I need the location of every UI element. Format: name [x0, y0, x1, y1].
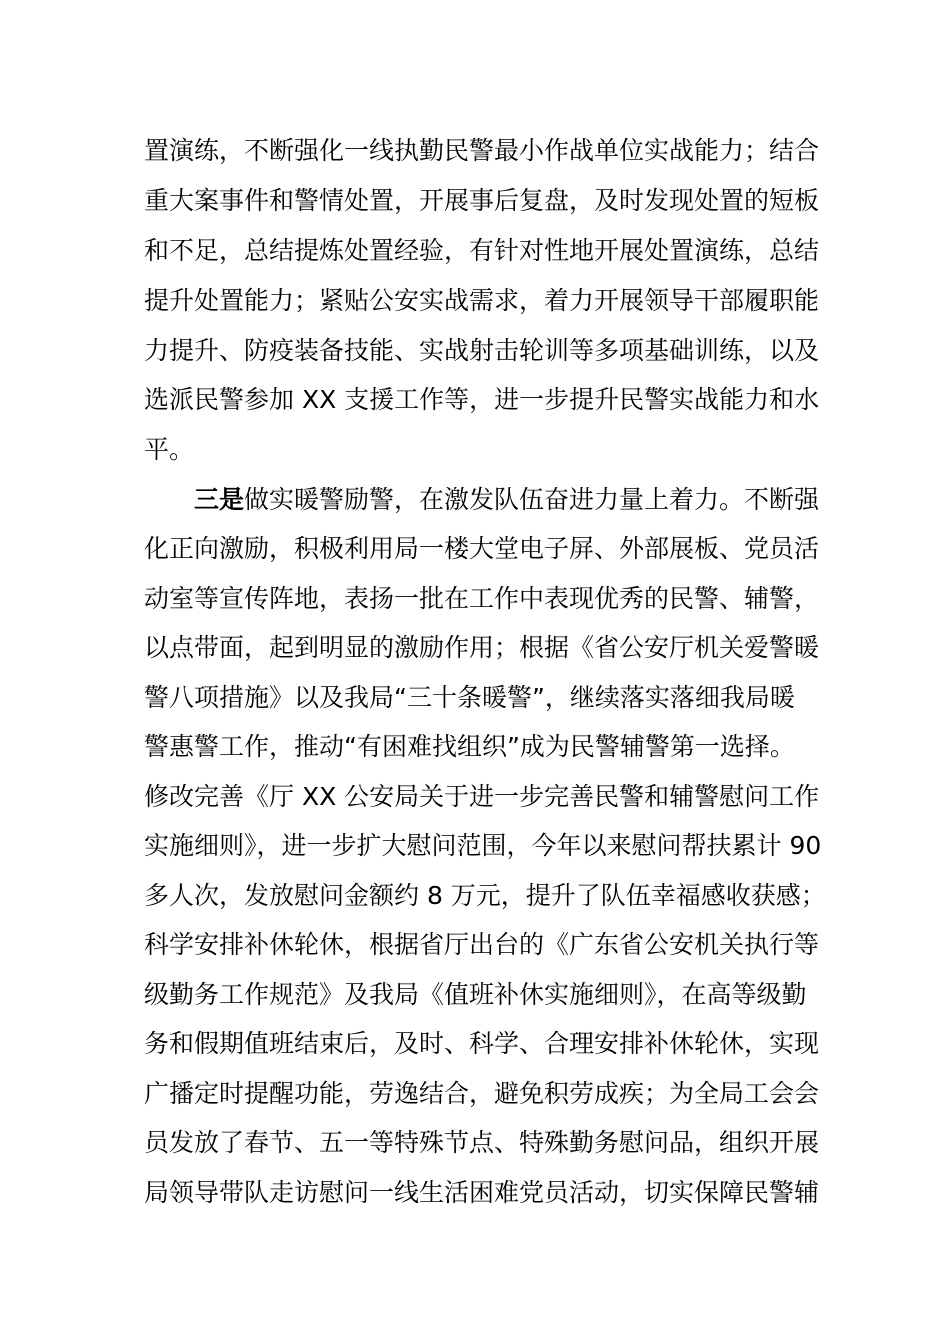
- paragraph-lead-text: 做实暖警励警，在激发队伍奋进力量上着力。不断强: [244, 485, 820, 514]
- paragraph-line: 警八项措施》以及我局“三十条暖警”，继续落实落细我局暖: [144, 683, 795, 712]
- paragraph-line: 广播定时提醒功能，劳逸结合，避免积劳成疾；为全局工会会: [144, 1079, 820, 1108]
- paragraph-line: 修改完善《厅 XX 公安局关于进一步完善民警和辅警慰问工作: [144, 782, 820, 811]
- paragraph-first-line: [194, 475, 820, 525]
- paragraph-line: 重大案事件和警情处置，开展事后复盘，及时发现处置的短板: [144, 186, 820, 215]
- paragraph-lead-bold: 三是: [194, 485, 245, 514]
- paragraph-line: 提升处置能力；紧贴公安实战需求，着力开展领导干部履职能: [144, 286, 820, 315]
- paragraph-line: 科学安排补休轮休，根据省厅出台的《广东省公安机关执行等: [144, 930, 820, 959]
- paragraph-line: 以点带面，起到明显的激励作用；根据《省公安厅机关爱警暖: [144, 633, 820, 662]
- paragraph-line: 级勤务工作规范》及我局《值班补休实施细则》，在高等级勤: [144, 980, 807, 1009]
- paragraph-line: 力提升、防疫装备技能、实战射击轮训等多项基础训练，以及: [144, 336, 820, 365]
- paragraph-line: 和不足，总结提炼处置经验，有针对性地开展处置演练，总结: [144, 236, 820, 265]
- paragraph-line: 平。: [144, 435, 195, 464]
- paragraph-line: 实施细则》，进一步扩大慰问范围，今年以来慰问帮扶累计 90: [144, 831, 822, 860]
- paragraph-line: 警惠警工作，推动“有困难找组织”成为民警辅警第一选择。: [144, 732, 795, 761]
- paragraph-line: 化正向激励，积极利用局一楼大堂电子屏、外部展板、党员活: [144, 534, 820, 563]
- paragraph-line: 员发放了春节、五一等特殊节点、特殊勤务慰问品，组织开展: [144, 1128, 820, 1157]
- paragraph-line: 务和假期值班结束后，及时、科学、合理安排补休轮休，实现: [144, 1029, 820, 1058]
- paragraph-line: 置演练，不断强化一线执勤民警最小作战单位实战能力；结合: [144, 136, 820, 165]
- paragraph-line: 动室等宣传阵地，表扬一批在工作中表现优秀的民警、辅警，: [144, 584, 820, 613]
- paragraph-line: 多人次，发放慰问金额约 8 万元，提升了队伍幸福感收获感；: [144, 881, 826, 910]
- paragraph-line: 局领导带队走访慰问一线生活困难党员活动，切实保障民警辅: [144, 1178, 820, 1207]
- paragraph-line: 选派民警参加 XX 支援工作等，进一步提升民警实战能力和水: [144, 385, 820, 414]
